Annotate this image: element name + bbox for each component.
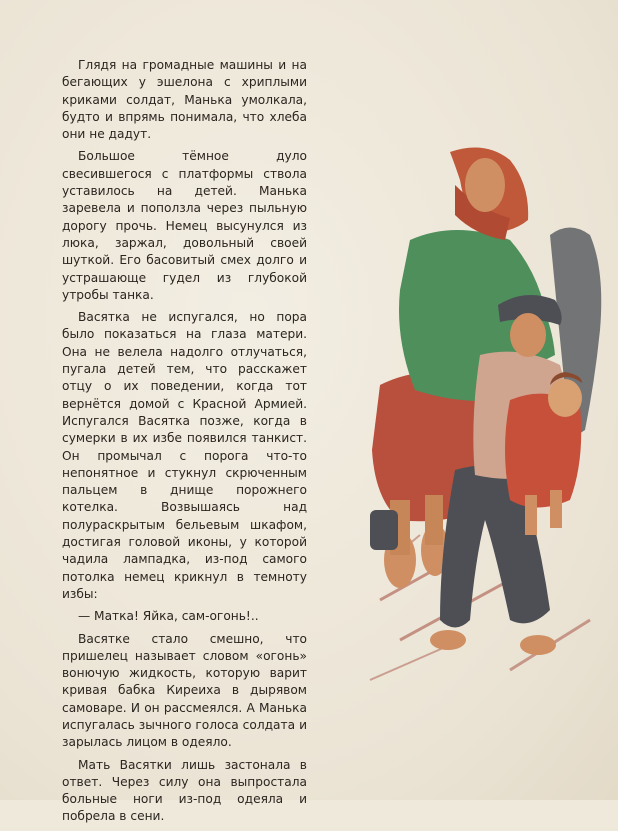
mother-face <box>465 158 505 212</box>
girl-leg <box>550 490 562 528</box>
girl-face <box>548 379 582 417</box>
paragraph: Васятка не испугался, но пора было показаться на глаза матери. Она не велела надолго отлучаться, пугала детей тем, что расскажет отцу о их поведении, когда тот вернётся домой с Красной Армией. Испугался Васятка позже, когда в сумерки в их избе появился танкист. Он промычал с порога что-то непонятное и стукнул скрюченным пальцем в днище порожнего котелка. Возвышаясь над полураскрытым бельевым шкафом, достигая головой иконы, у которой чадила лампадка, из-под самого потолка немец крикнул в темноту избы: <box>62 310 307 601</box>
story-text <box>62 57 307 831</box>
paragraph: Глядя на громадные машины и на бегающих у эшелона с хриплыми криками солдат, Манька умолкала, будто и впрямь понимала, что хлеба они не дадут. <box>62 58 307 142</box>
illustration-mother-and-children <box>360 140 618 700</box>
boy-face <box>510 313 546 357</box>
paragraph: Васятке стало смешно, что пришелец называет словом «огонь» вонючую жидкость, которую варит кривая бабка Киреиха в дырявом самоваре. И он рассмеялся. А Манька испугалась зычного голоса солдата и зарылась лицом в одеяло. <box>62 631 307 750</box>
girl-leg <box>525 495 537 535</box>
paragraph: Мать Васятки лишь застонала в ответ. Через силу она выпростала больные ноги из-под одеяла и побрела в сени. <box>62 757 307 824</box>
boy-foot <box>520 635 556 655</box>
ground-stroke <box>370 645 450 680</box>
paragraph: Большое тёмное дуло свесившегося с платформы ствола уставилось на детей. Манька заревела и поползла через пыльную дорогу прочь. Немец высунулся из люка, заржал, довольный своей шуткой. Его басовитый смех долго и устрашающе гудел из глубокой утробы танка. <box>62 149 307 302</box>
boy-foot <box>430 630 466 650</box>
mother-leg <box>425 495 443 545</box>
paragraph: — Матка! Яйка, сам-огонь!.. <box>78 609 259 624</box>
bag <box>370 510 398 550</box>
